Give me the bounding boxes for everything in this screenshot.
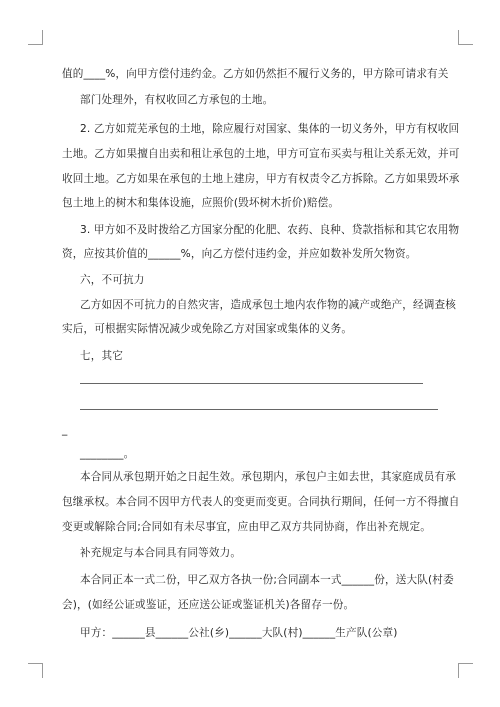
blank-rule-line	[80, 409, 438, 410]
text-line: 会)，(如经公证或鉴证，还应送公证或鉴证机关)各留存一份。	[62, 599, 355, 611]
section-heading-other: 七，其它	[80, 350, 123, 362]
text-line: 包土地上的树木和集体设施，应照价(毁坏树木折价)赔偿。	[62, 197, 340, 209]
text-line: 部门处理外，有权收回乙方承包的土地。	[80, 94, 274, 106]
signature-line-party-a: 甲方：______县______公社(乡)______大队(村)______生产队(公章)	[80, 627, 398, 639]
text-line: 本合同从承包期开始之日起生效。承包期内，承包户主如去世，其家庭成员有承	[80, 471, 457, 483]
crop-mark-bottom-left	[28, 663, 43, 678]
crop-mark-top-left	[28, 30, 43, 45]
text-line: 实后，可根据实际情况减少或免除乙方对国家或集体的义务。	[62, 323, 353, 335]
clause-2-line: 2. 乙方如荒芜承包的土地，除应履行对国家、集体的一切义务外，甲方有权收回	[80, 123, 460, 135]
text-line: 包继承权。本合同不因甲方代表人的变更而变更。合同执行期间，任何一方不得擅自	[62, 496, 460, 508]
text-line: 补充规定与本合同具有同等效力。	[80, 547, 242, 559]
text-line: 变更或解除合同;合同如有未尽事宜，应由甲乙双方共同协商，作出补充规定。	[62, 521, 432, 533]
blank-rule-line	[80, 383, 423, 384]
text-line: 收回土地。乙方如果在承包的土地上建房，甲方有权责令乙方拆除。乙方如果毁坏承	[62, 173, 460, 185]
clause-3-line: 3. 甲方如不及时拨给乙方国家分配的化肥、农药、良种、贷款指标和其它农用物	[80, 224, 460, 236]
text-line: ________。	[80, 448, 135, 460]
crop-mark-top-right	[458, 30, 473, 45]
text-line: 本合同正本一式二份，甲乙双方各执一份;合同副本一式______份，送大队(村委	[80, 574, 454, 586]
text-line: 资，应按其价值的______%，向乙方偿付违约金，并应如数补发所欠物资。	[62, 248, 417, 260]
text-line: 值的____%，向甲方偿付违约金。乙方如仍然拒不履行义务的，甲方除可请求有关	[62, 68, 449, 80]
text-line: _	[62, 424, 68, 436]
text-line: 土地。乙方如果擅自出卖和租让承包的土地，甲方可宣布买卖与租让关系无效，并可	[62, 148, 460, 160]
crop-mark-bottom-right	[458, 663, 473, 678]
section-heading-force-majeure: 六，不可抗力	[80, 274, 145, 286]
text-line: 乙方如因不可抗力的自然灾害，造成承包土地内农作物的减产或绝产，经调查核	[80, 299, 457, 311]
